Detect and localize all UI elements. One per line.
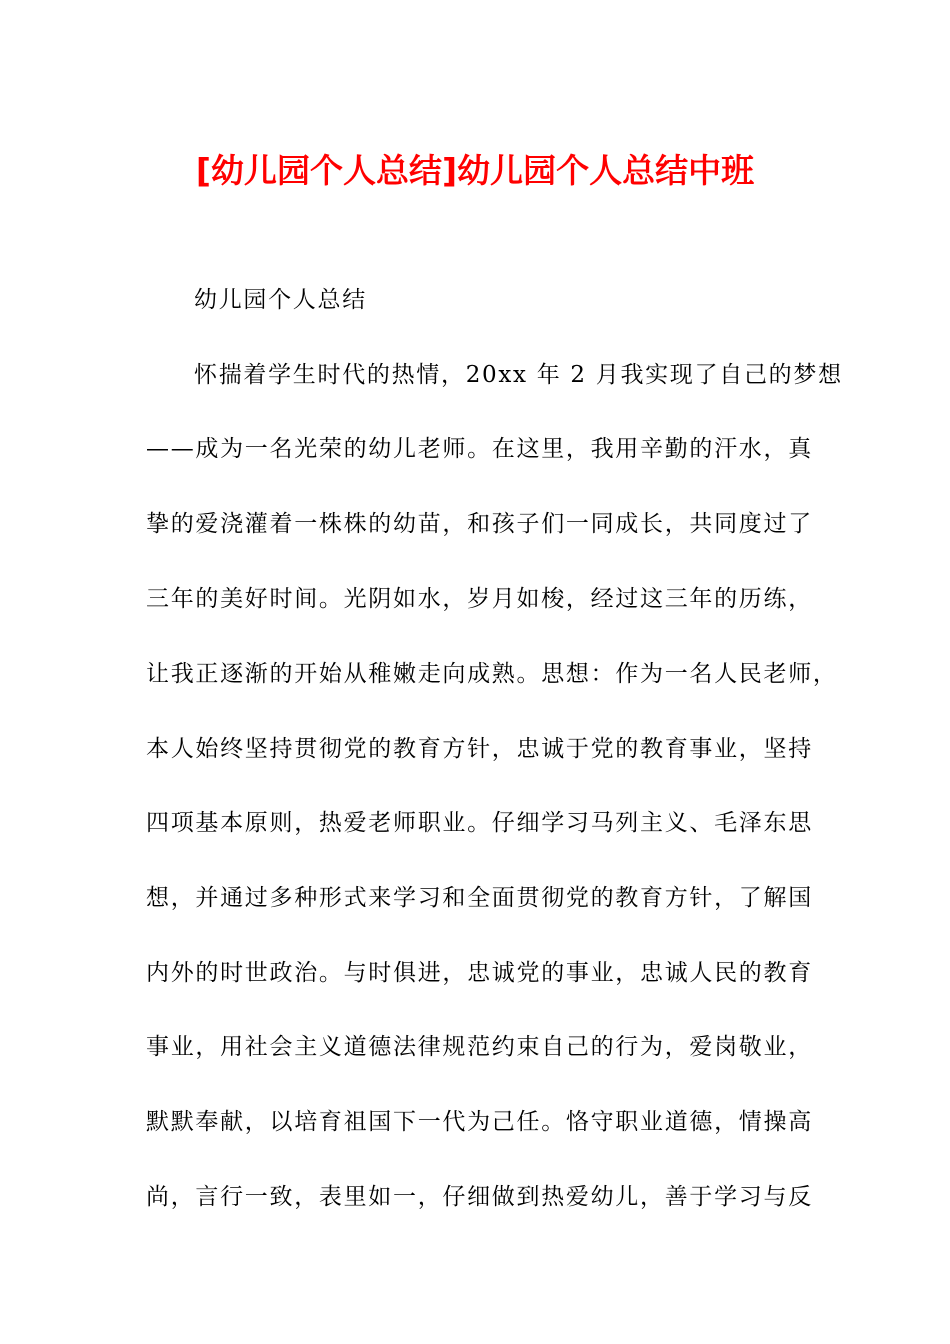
body-line: ——成为一名光荣的幼儿老师。在这里，我用辛勤的汗水，真 <box>146 436 813 462</box>
body-line: 本人始终坚持贯彻党的教育方针，忠诚于党的教育事业，坚持 <box>146 736 813 762</box>
document-title: [幼儿园个人总结]幼儿园个人总结中班 <box>195 151 755 190</box>
body-line: 内外的时世政治。与时俱进，忠诚党的事业，忠诚人民的教育 <box>146 960 813 986</box>
body-line: 让我正逐渐的开始从稚嫩走向成熟。思想：作为一名人民老师， <box>146 661 838 687</box>
body-line: 想，并通过多种形式来学习和全面贯彻党的教育方针，了解国 <box>146 885 813 911</box>
section-heading: 幼儿园个人总结 <box>194 287 367 313</box>
body-line: 默默奉献，以培育祖国下一代为己任。恪守职业道德，情操高 <box>146 1109 813 1135</box>
body-line: 四项基本原则，热爱老师职业。仔细学习马列主义、毛泽东思 <box>146 810 813 836</box>
body-line: 三年的美好时间。光阴如水，岁月如梭，经过这三年的历练， <box>146 586 813 612</box>
body-line: 事业，用社会主义道德法律规范约束自己的行为，爱岗敬业， <box>146 1034 813 1060</box>
body-line: 尚，言行一致，表里如一，仔细做到热爱幼儿，善于学习与反 <box>146 1184 813 1210</box>
body-line: 怀揣着学生时代的热情，20xx 年 2 月我实现了自己的梦想 <box>194 362 843 388</box>
body-line: 挚的爱浇灌着一株株的幼苗，和孩子们一同成长，共同度过了 <box>146 511 813 537</box>
